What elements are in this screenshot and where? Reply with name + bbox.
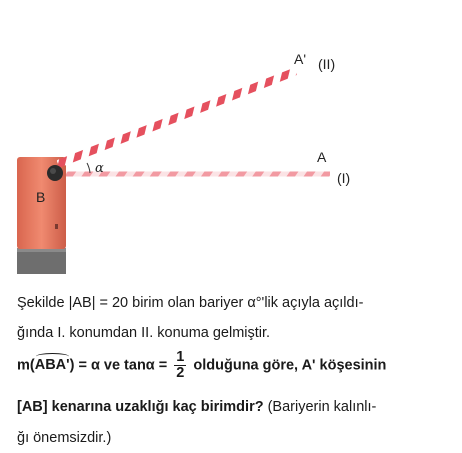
question-note: (Bariyerin kalınlı- bbox=[263, 399, 377, 415]
label-position-ii: (II) bbox=[318, 56, 336, 72]
question-line-4 bbox=[17, 398, 376, 416]
barrier-arm-position-1 bbox=[66, 172, 330, 177]
housing-slot bbox=[55, 224, 58, 229]
angle-name: ABA' bbox=[34, 357, 70, 374]
condition-suffix: olduğuna göre, A' köşesinin bbox=[193, 357, 387, 374]
question-line-3 bbox=[17, 350, 386, 381]
question-line-5: ğı önemsizdir.) bbox=[17, 430, 112, 446]
label-a-prime: A' bbox=[294, 51, 307, 67]
fraction bbox=[174, 350, 186, 381]
question-line-1: Şekilde |AB| = 20 birim olan bariyer α°'lik açıyla açıldı- bbox=[17, 295, 364, 311]
fraction-denominator: 2 bbox=[176, 365, 185, 381]
label-position-i: (I) bbox=[337, 170, 351, 186]
angle-expression-prefix: m( bbox=[17, 357, 35, 374]
label-b: B bbox=[36, 189, 46, 205]
label-angle-alpha: α bbox=[95, 161, 104, 176]
question-main: [AB] kenarına uzaklığı kaç birimdir? bbox=[17, 399, 264, 415]
fraction-numerator: 1 bbox=[176, 349, 185, 365]
angle-expression-mid: ) = α ve tanα = bbox=[69, 357, 168, 374]
question-line-2: ğında I. konumdan II. konuma gelmiştir. bbox=[17, 325, 271, 341]
barrier-arm-position-2 bbox=[57, 68, 297, 168]
label-a: A bbox=[317, 149, 327, 165]
